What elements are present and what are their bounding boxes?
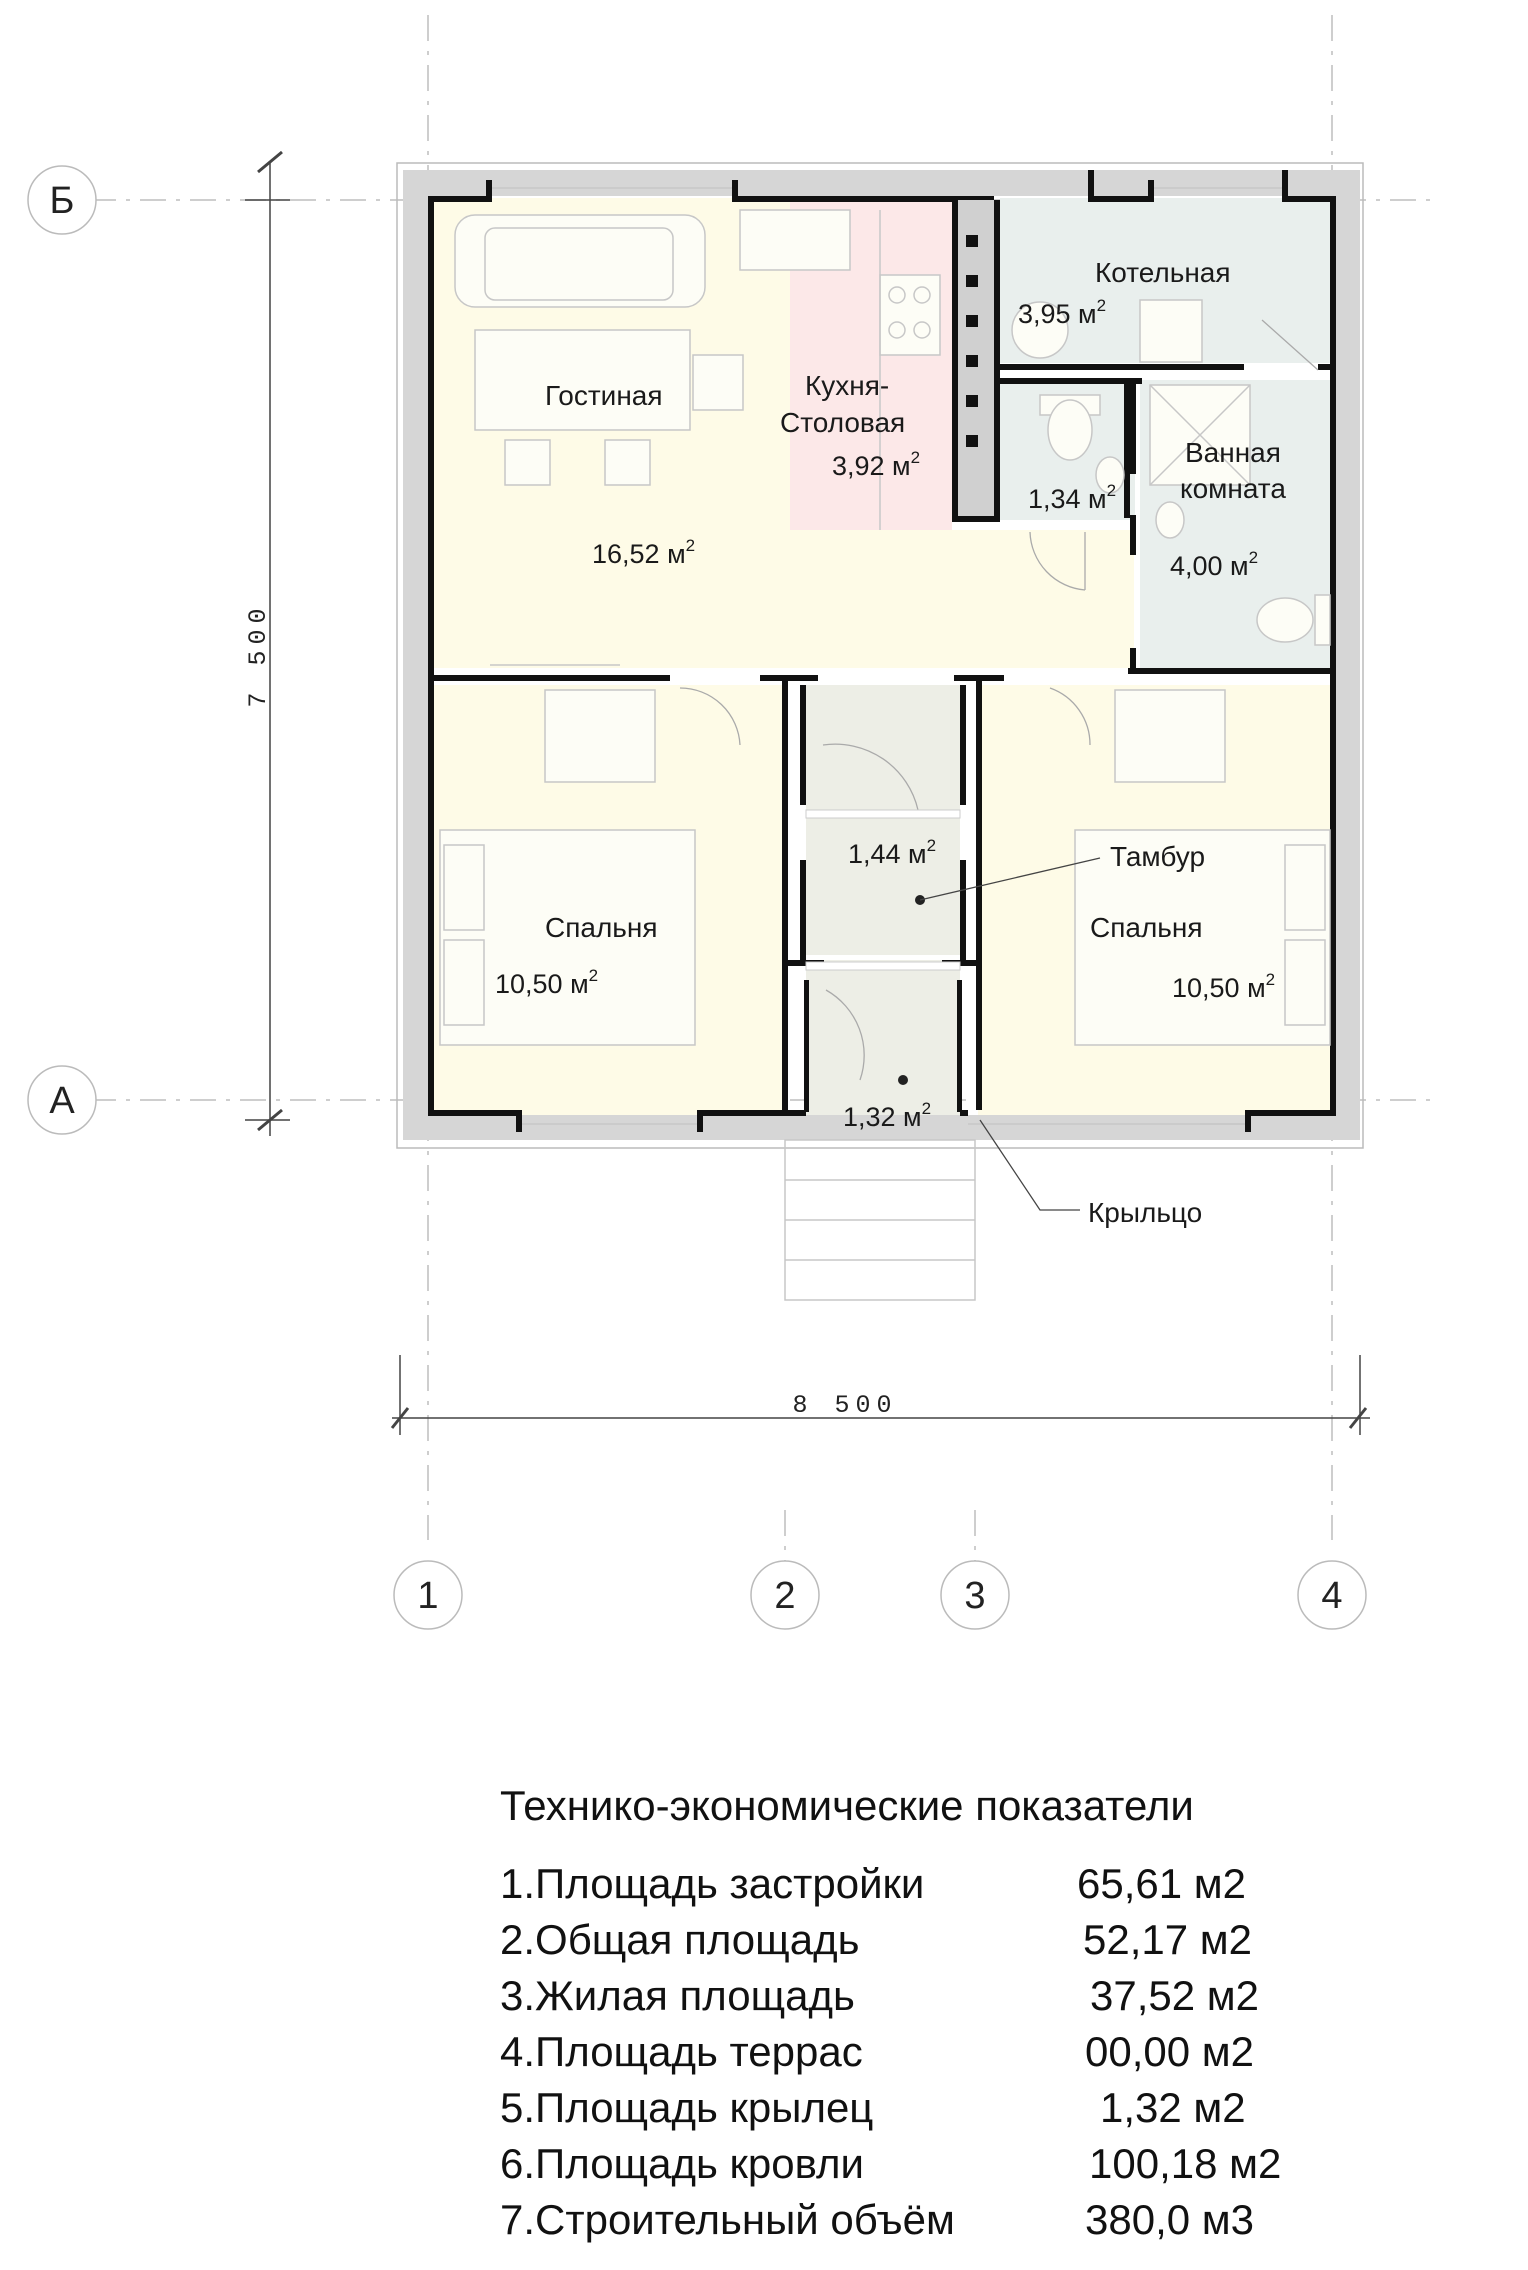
indicator-name: 2.Общая площадь (500, 1916, 860, 1963)
living-room-area: 16,52 $м^2$ (592, 536, 696, 569)
porch-area: 1,32 $м^2$ (843, 1099, 932, 1132)
bathroom-name-line2: комната (1180, 473, 1286, 504)
indicator-value: 100,18 м2 (1089, 2140, 1282, 2187)
axis-label-b: Б (49, 180, 75, 222)
dimension-height-label: 7 500 (244, 602, 273, 708)
indicator-name: 7.Строительный объём (500, 2196, 955, 2243)
axis-bubble-3 (941, 1561, 1009, 1629)
indicator-value: 380,0 м3 (1085, 2196, 1255, 2243)
axis-bubble-2 (751, 1561, 819, 1629)
boiler-room-area: 3,95 $м^2$ (1018, 296, 1107, 329)
indicator-row (500, 2084, 1400, 2140)
boiler-room-name: Котельная (1095, 257, 1231, 288)
bathroom-name-line1: Ванная (1185, 437, 1281, 468)
indicator-row (500, 1860, 1400, 1916)
kitchen-name-line1: Кухня- (805, 370, 890, 401)
bedroom-right-name: Спальня (1090, 912, 1203, 943)
bedroom-left-name: Спальня (545, 912, 658, 943)
technical-indicators (500, 1782, 1400, 2252)
axis-label-1: 1 (417, 1575, 439, 1617)
vestibule-area: 1,44 $м^2$ (848, 836, 937, 869)
vestibule-name: Тамбур (1110, 841, 1206, 872)
dimension-width-label: 8 500 (792, 1391, 898, 1420)
dimension-height (244, 152, 290, 1136)
axis-label-a: А (49, 1080, 75, 1122)
indicator-row (500, 1916, 1400, 1972)
indicator-value: 65,61 м2 (1077, 1860, 1247, 1907)
bedroom-left-area: 10,50 $м^2$ (495, 966, 599, 999)
axis-bubble-1 (394, 1561, 462, 1629)
indicator-name: 1.Площадь застройки (500, 1860, 925, 1907)
indicator-name: 3.Жилая площадь (500, 1972, 855, 2019)
kitchen-name-line2: Столовая (780, 407, 906, 438)
dimension-width (392, 1355, 1370, 1435)
indicator-value: 1,32 м2 (1100, 2084, 1246, 2131)
indicator-row (500, 1972, 1400, 2028)
indicator-row (500, 2140, 1400, 2196)
indicator-name: 4.Площадь террас (500, 2028, 863, 2075)
axis-label-3: 3 (964, 1575, 986, 1617)
indicator-value: 00,00 м2 (1085, 2028, 1255, 2075)
indicators-title: Технико-экономические показатели (500, 1782, 1194, 1829)
bathroom-area: 4,00 $м^2$ (1170, 548, 1259, 581)
indicator-name: 5.Площадь крылец (500, 2084, 874, 2131)
bedroom-right-area: 10,50 $м^2$ (1172, 970, 1276, 1003)
indicator-value: 37,52 м2 (1090, 1972, 1260, 2019)
kitchen-area: 3,92 $м^2$ (832, 448, 921, 481)
indicator-row (500, 2196, 1400, 2252)
indicator-value: 52,17 м2 (1083, 1916, 1253, 1963)
indicator-row (500, 2028, 1400, 2084)
living-room-name: Гостиная (545, 380, 663, 411)
axis-label-4: 4 (1321, 1575, 1343, 1617)
indicator-name: 6.Площадь кровли (500, 2140, 864, 2187)
porch-name: Крыльцо (1088, 1197, 1203, 1228)
axis-bubble-b (28, 166, 96, 234)
axis-bubble-a (28, 1066, 96, 1134)
wc-area: 1,34 $м^2$ (1028, 481, 1117, 514)
axis-label-2: 2 (774, 1575, 796, 1617)
axis-bubble-4 (1298, 1561, 1366, 1629)
